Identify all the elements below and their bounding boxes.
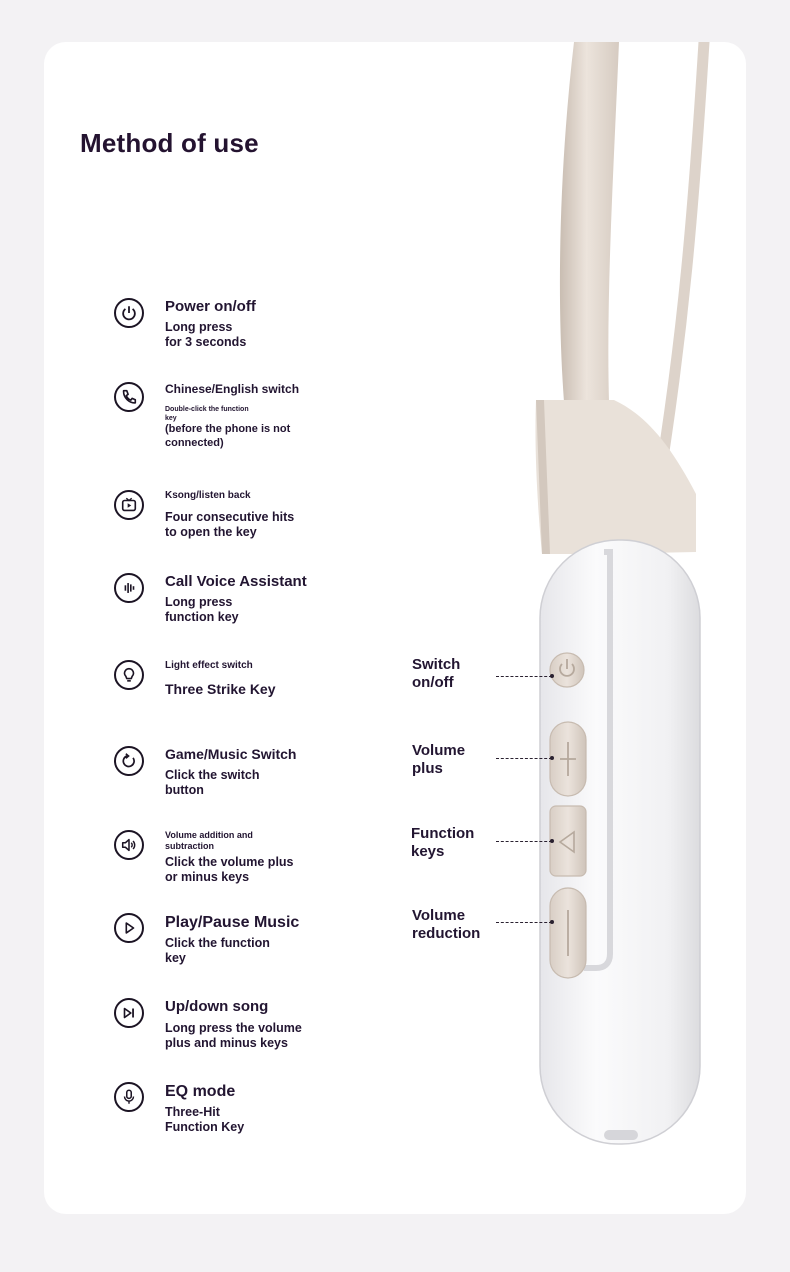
callout-volume-plus [412,742,502,778]
speaker-icon [114,830,144,860]
feature-desc: (before the phone is not [165,423,291,436]
leader-dot [550,674,554,678]
feature-desc: Four consecutive hits [165,510,295,524]
callout-label: Volume [412,907,466,924]
phone-icon [114,382,144,412]
feature-desc: Click the function [165,936,270,951]
callout-label: plus [412,760,443,777]
callout-label: keys [411,843,445,860]
feature-title: Light effect switch [165,660,253,671]
page-title: Method of use [80,128,259,158]
leader-dot [550,839,554,843]
feature-desc: key [165,951,186,966]
feature-desc: Three Strike Key [165,681,276,697]
feature-desc: button [165,783,204,798]
feature-desc: Three-Hit [165,1105,220,1120]
method-of-use-card [44,42,746,1214]
feature-desc: Long press [165,595,233,609]
feature-desc: Click the switch [165,767,260,782]
leader-line [496,676,552,677]
feature-desc: function key [165,610,239,625]
refresh-icon [114,746,144,776]
feature-title: Play/Pause Music [165,914,300,931]
voice-assistant-icon [114,573,144,603]
feature-title: Call Voice Assistant [165,573,307,590]
feature-desc: or minus keys [165,869,250,884]
feature-title: Chinese/English switch [165,382,300,396]
leader-dot [550,756,554,760]
feature-desc: connected) [165,436,224,449]
feature-title: Up/down song [165,998,269,1015]
callout-label: Volume [412,742,466,759]
callout-switch-on-off [412,656,502,692]
leader-line [496,841,552,842]
feature-desc: for 3 seconds [165,335,247,350]
feature-desc: plus and minus keys [165,1036,288,1051]
callout-function-keys [411,825,501,861]
callout-label: reduction [412,925,481,942]
callout-volume-reduction [412,907,502,943]
feature-desc: to open the key [165,525,257,540]
feature-title: Power on/off [165,298,256,315]
callout-label: Function [411,825,475,842]
callout-label: Switch [412,656,461,673]
lightbulb-icon [114,660,144,690]
feature-desc: Long press the volume [165,1021,302,1035]
skip-next-icon [114,998,144,1028]
feature-desc: Double-click the function [165,406,249,414]
leader-line [496,758,552,759]
feature-desc: Click the volume plus [165,854,294,869]
leader-line [496,922,552,923]
feature-title: EQ mode [165,1083,236,1100]
feature-title: subtraction [165,840,215,851]
power-icon [114,298,144,328]
feature-desc: Function Key [165,1120,245,1135]
feature-title: Game/Music Switch [165,746,297,762]
leader-dot [550,920,554,924]
feature-desc: key [165,414,177,422]
microphone-icon [114,1082,144,1112]
callout-label: on/off [412,674,454,691]
feature-title: Ksong/listen back [165,490,251,501]
feature-desc: Long press [165,320,233,334]
feature-title: Volume addition and [165,830,253,840]
play-icon [114,913,144,943]
tv-play-icon [114,490,144,520]
